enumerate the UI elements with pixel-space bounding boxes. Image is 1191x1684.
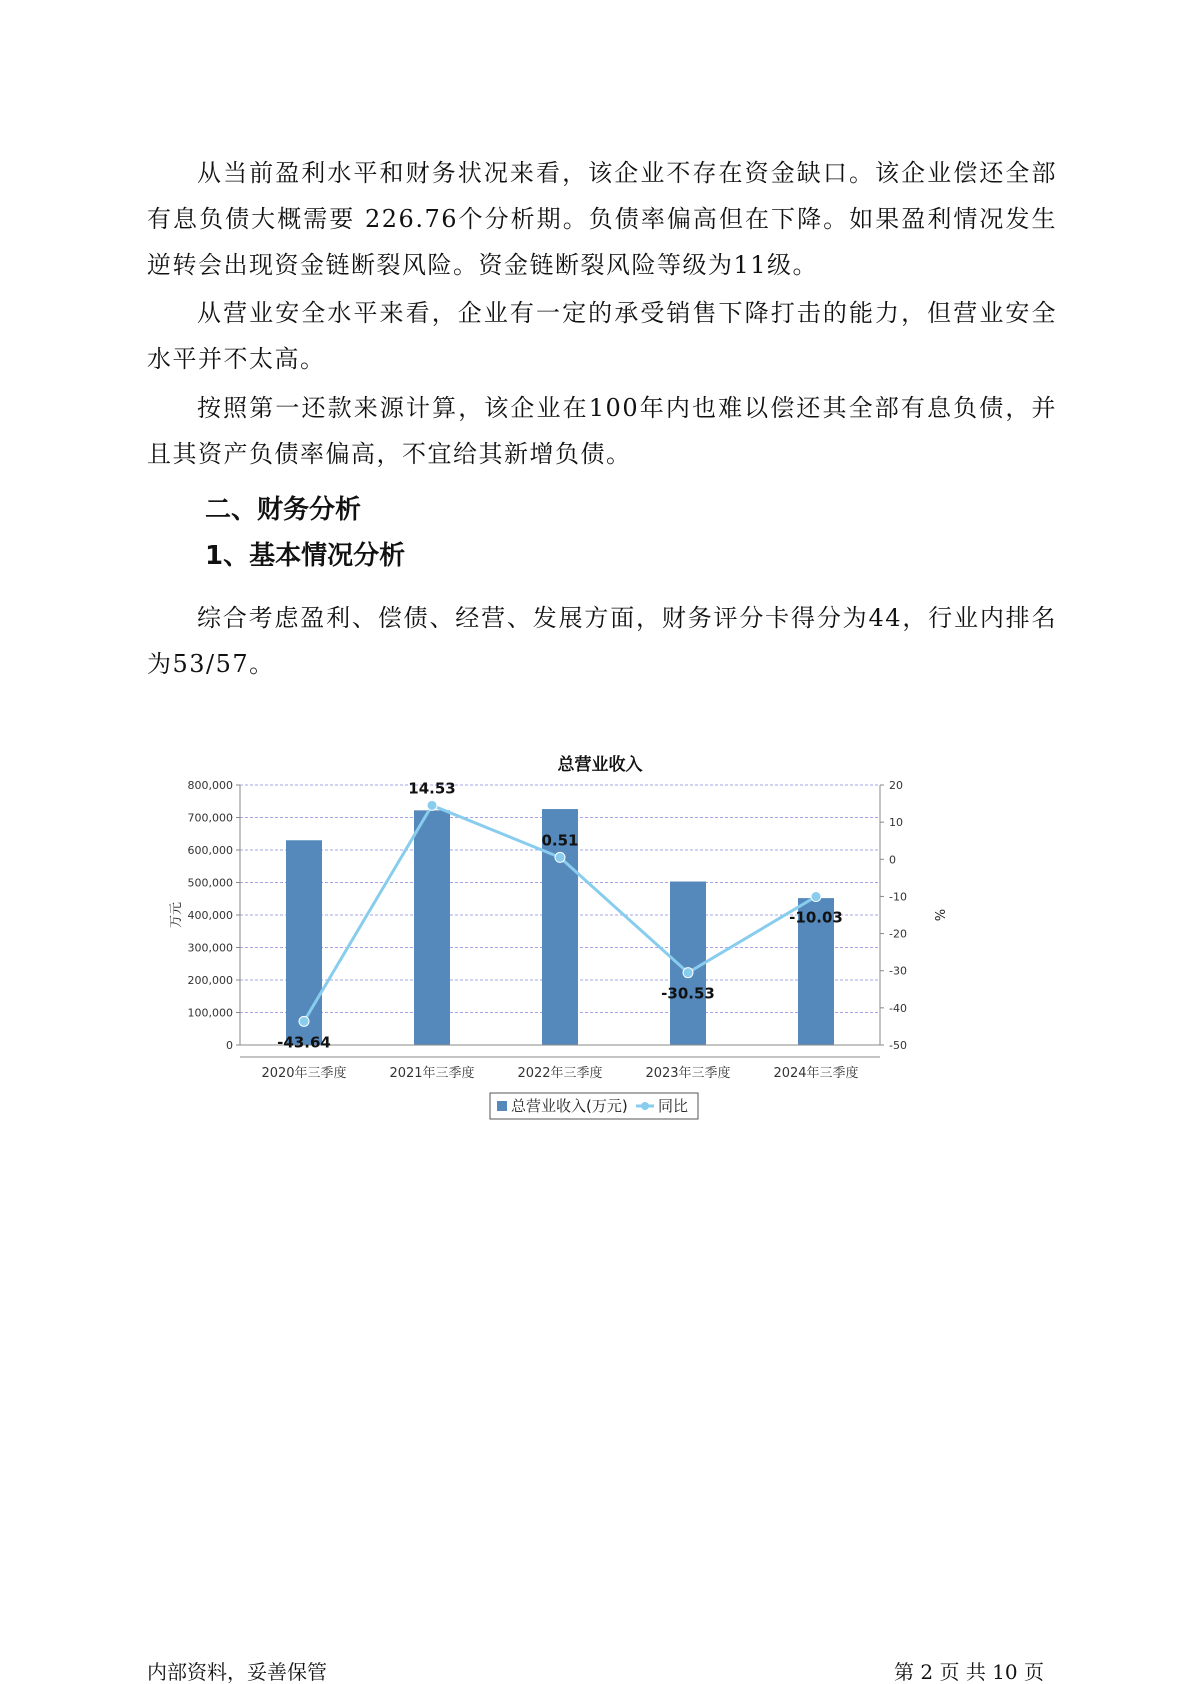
legend-line-label: 同比 [658, 1097, 689, 1115]
section-heading: 二、财务分析 [205, 495, 362, 525]
bar [286, 840, 322, 1045]
y-tick-label: 600,000 [187, 844, 233, 857]
y2-tick-label: 20 [889, 779, 903, 792]
x-tick-label: 2024年三季度 [773, 1066, 859, 1081]
chart-title: 总营业收入 [557, 755, 643, 775]
line-point [555, 852, 565, 862]
revenue-chart [150, 745, 1030, 1175]
line-point [683, 968, 693, 978]
sub-heading: 1、基本情况分析 [205, 541, 406, 571]
line-point [811, 892, 821, 902]
bar [414, 810, 450, 1045]
x-tick-label: 2022年三季度 [517, 1066, 603, 1081]
data-label: -43.64 [277, 1033, 331, 1052]
y-tick-label: 100,000 [187, 1006, 233, 1020]
y2-axis-label: % [931, 908, 946, 922]
paragraph-scorecard: 综合考虑盈利、偿债、经营、发展方面，财务评分卡得分为44，行业内排名为53/57。 [147, 604, 1057, 678]
y-tick-label: 800,000 [187, 779, 233, 792]
y-tick-label: 0 [226, 1039, 233, 1052]
x-tick-label: 2023年三季度 [645, 1066, 731, 1081]
y2-tick-label: 0 [889, 853, 896, 867]
y2-tick-label: -10 [889, 890, 907, 904]
page-number: 第 2 页 共 10 页 [894, 1660, 1044, 1684]
data-label: -30.53 [661, 984, 715, 1003]
paragraph-operating-safety: 从营业安全水平来看，企业有一定的承受销售下降打击的能力，但营业安全水平并不太高。 [147, 299, 1057, 373]
y2-tick-label: -50 [889, 1039, 907, 1052]
chart-legend [490, 1093, 698, 1119]
x-tick-label: 2020年三季度 [261, 1066, 347, 1081]
y2-tick-label: 10 [889, 816, 903, 830]
data-label: -10.03 [789, 908, 843, 927]
paragraph-repayment: 按照第一还款来源计算，该企业在100年内也难以偿还其全部有息负债，并且其资产负债率偏高，不宜给其新增负债。 [147, 394, 1057, 468]
y-tick-label: 500,000 [187, 876, 233, 890]
data-label: 0.51 [541, 831, 579, 850]
legend-bar-label: 总营业收入(万元) [511, 1097, 628, 1115]
y2-tick-label: -30 [889, 964, 907, 978]
paragraph-funding-gap: 从当前盈利水平和财务状况来看，该企业不存在资金缺口。该企业偿还全部有息负债大概需要 226.76个分析期。负债率偏高但在下降。如果盈利情况发生逆转会出现资金链断裂风险。资金链断裂风险等级为11级。 [147, 159, 1057, 279]
y-axis-label: 万元 [169, 901, 184, 929]
x-tick-label: 2021年三季度 [389, 1066, 475, 1081]
y-tick-label: 400,000 [187, 909, 233, 922]
line-point [427, 800, 437, 810]
footer-note: 内部资料，妥善保管 [147, 1660, 327, 1684]
legend-line-dot [641, 1102, 649, 1110]
legend-bar-swatch [497, 1101, 507, 1111]
line-point [299, 1016, 309, 1026]
y2-tick-label: -40 [889, 1001, 907, 1015]
y2-tick-label: -20 [889, 927, 907, 941]
y-tick-label: 700,000 [187, 811, 233, 825]
y-tick-label: 200,000 [187, 974, 233, 987]
y-tick-label: 300,000 [187, 941, 233, 955]
data-label: 14.53 [408, 779, 456, 798]
